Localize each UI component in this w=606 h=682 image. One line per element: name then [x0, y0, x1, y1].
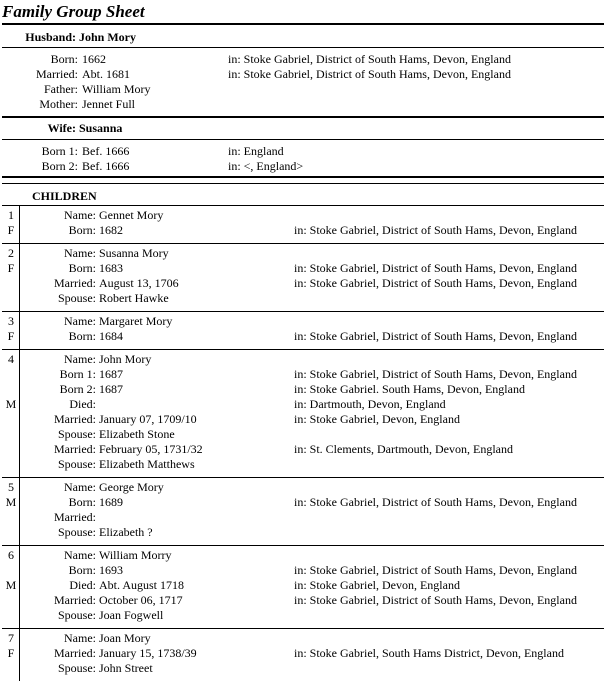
fact-row	[0, 97, 606, 112]
fact-value: Bef. 1666	[82, 159, 130, 173]
fact-label: Married:	[54, 412, 96, 426]
fact-row	[0, 276, 606, 291]
fact-place: in: Stoke Gabriel, District of South Hams, Devon, England	[228, 67, 511, 81]
fact-value: August 13, 1706	[99, 276, 179, 290]
fact-label: Born:	[68, 495, 96, 509]
child-sex: M	[5, 578, 17, 592]
children-rule-top-2	[2, 183, 604, 184]
fact-label: Married:	[54, 593, 96, 607]
child-number: 5	[8, 480, 14, 494]
fact-value: Margaret Mory	[99, 314, 173, 328]
fact-label: Born 2:	[59, 382, 96, 396]
fact-label: Father:	[44, 82, 78, 96]
fact-row	[0, 246, 606, 261]
fact-label: Born:	[68, 261, 96, 275]
fact-row	[0, 329, 606, 344]
fact-place: in: Stoke Gabriel, Devon, England	[294, 578, 460, 592]
fact-place: in: Stoke Gabriel, Devon, England	[294, 412, 460, 426]
fact-value: George Mory	[99, 480, 164, 494]
child-divider	[2, 477, 604, 478]
fact-row	[0, 593, 606, 608]
fact-value: Jennet Full	[82, 97, 135, 111]
fact-value: John Mory	[99, 352, 152, 366]
child-sex: M	[5, 397, 17, 411]
title-rule	[2, 23, 604, 25]
child-divider	[2, 243, 604, 244]
fact-value: 1693	[99, 563, 123, 577]
fact-label: Spouse:	[57, 608, 96, 622]
fact-label: Born:	[68, 223, 96, 237]
fact-row	[0, 631, 606, 646]
fact-value: Joan Fogwell	[99, 608, 164, 622]
fact-label: Born 2:	[41, 159, 78, 173]
fact-row	[0, 661, 606, 676]
fact-row	[0, 82, 606, 97]
fact-row	[0, 548, 606, 563]
child-divider	[2, 349, 604, 350]
page-title: Family Group Sheet	[2, 2, 145, 21]
fact-row	[0, 495, 606, 510]
fact-value: Susanna Mory	[99, 246, 169, 260]
husband-rule	[2, 47, 604, 48]
wife-header	[0, 121, 122, 136]
fact-label: Born:	[50, 52, 78, 66]
fact-value: 1683	[99, 261, 123, 275]
fact-row	[0, 510, 606, 525]
wife-rule-top	[2, 116, 604, 118]
fact-value: Elizabeth Stone	[99, 427, 175, 441]
fact-row	[0, 457, 606, 472]
child-sex: F	[7, 223, 15, 237]
fact-value: 1687	[99, 367, 123, 381]
fact-value: Robert Hawke	[99, 291, 169, 305]
husband-name: John Mory	[79, 30, 136, 44]
fact-row	[0, 52, 606, 67]
fact-row	[0, 159, 606, 174]
fact-row	[0, 67, 606, 82]
fact-label: Married:	[36, 67, 78, 81]
fact-label: Spouse:	[57, 525, 96, 539]
child-sex: F	[7, 329, 15, 343]
fact-value: 1687	[99, 382, 123, 396]
fact-place: in: Stoke Gabriel. South Hams, Devon, England	[294, 382, 525, 396]
children-number-column-rule	[19, 206, 20, 681]
fact-value: William Morry	[99, 548, 172, 562]
fact-row	[0, 291, 606, 306]
fact-place: in: St. Clements, Dartmouth, Devon, England	[294, 442, 513, 456]
fact-row	[0, 223, 606, 238]
child-sex: F	[7, 261, 15, 275]
fact-value: 1682	[99, 223, 123, 237]
fact-label: Died:	[69, 397, 96, 411]
fact-label: Name:	[64, 246, 96, 260]
husband-header	[0, 30, 136, 45]
fact-place: in: Stoke Gabriel, District of South Hams, Devon, England	[294, 223, 577, 237]
child-number: 3	[8, 314, 14, 328]
fact-place: in: Stoke Gabriel, District of South Hams, Devon, England	[294, 593, 577, 607]
fact-label: Name:	[64, 631, 96, 645]
fact-place: in: England	[228, 144, 284, 158]
fact-place: in: Stoke Gabriel, District of South Hams, Devon, England	[294, 261, 577, 275]
fact-value: Bef. 1666	[82, 144, 130, 158]
fact-row	[0, 367, 606, 382]
child-divider	[2, 311, 604, 312]
fact-label: Spouse:	[57, 427, 96, 441]
fact-row	[0, 427, 606, 442]
child-number: 2	[8, 246, 14, 260]
child-divider	[2, 628, 604, 629]
child-number: 4	[8, 352, 14, 366]
fact-value: October 06, 1717	[99, 593, 183, 607]
fact-value: Abt. August 1718	[99, 578, 185, 592]
fact-row	[0, 314, 606, 329]
husband-label: Husband:	[25, 30, 76, 44]
fact-label: Born:	[68, 329, 96, 343]
fact-label: Married:	[54, 442, 96, 456]
fact-row	[0, 382, 606, 397]
child-number: 1	[8, 208, 14, 222]
fact-label: Married:	[54, 646, 96, 660]
fact-row	[0, 352, 606, 367]
child-number: 7	[8, 631, 14, 645]
children-heading-rule	[2, 205, 604, 206]
fact-place: in: Stoke Gabriel, South Hams District, Devon, England	[294, 646, 564, 660]
fact-label: Married:	[54, 276, 96, 290]
fact-row	[0, 578, 606, 593]
fact-place: in: Stoke Gabriel, District of South Hams, Devon, England	[294, 329, 577, 343]
fact-value: 1689	[99, 495, 123, 509]
fact-value: Elizabeth ?	[99, 525, 153, 539]
fact-place: in: Stoke Gabriel, District of South Hams, Devon, England	[294, 276, 577, 290]
fact-row	[0, 646, 606, 661]
fact-value: 1684	[99, 329, 123, 343]
fact-value: John Street	[99, 661, 153, 675]
wife-label: Wife:	[47, 121, 76, 135]
fact-row	[0, 261, 606, 276]
fact-label: Name:	[64, 480, 96, 494]
fact-place: in: <, England>	[228, 159, 304, 173]
child-sex: M	[5, 495, 17, 509]
fact-label: Name:	[64, 208, 96, 222]
fact-value: Abt. 1681	[82, 67, 130, 81]
fact-value: Joan Mory	[99, 631, 151, 645]
fact-label: Born 1:	[41, 144, 78, 158]
wife-name: Susanna	[79, 121, 123, 135]
fact-place: in: Dartmouth, Devon, England	[294, 397, 446, 411]
children-heading: CHILDREN	[32, 189, 97, 203]
child-sex: F	[7, 646, 15, 660]
wife-rule	[2, 139, 604, 140]
fact-place: in: Stoke Gabriel, District of South Hams, Devon, England	[294, 495, 577, 509]
children-rule-top	[2, 176, 604, 178]
fact-label: Mother:	[39, 97, 78, 111]
fact-value: 1662	[82, 52, 106, 66]
child-number: 6	[8, 548, 14, 562]
fact-label: Name:	[64, 548, 96, 562]
fact-value: February 05, 1731/32	[99, 442, 203, 456]
fact-row	[0, 208, 606, 223]
fact-label: Name:	[64, 314, 96, 328]
fact-row	[0, 480, 606, 495]
fact-label: Spouse:	[57, 291, 96, 305]
fact-place: in: Stoke Gabriel, District of South Hams, Devon, England	[228, 52, 511, 66]
fact-label: Married:	[54, 510, 96, 524]
fact-row	[0, 397, 606, 412]
fact-label: Spouse:	[57, 661, 96, 675]
fact-row	[0, 442, 606, 457]
fact-label: Name:	[64, 352, 96, 366]
fact-value: Elizabeth Matthews	[99, 457, 195, 471]
fact-row	[0, 563, 606, 578]
fact-label: Born 1:	[59, 367, 96, 381]
fact-value: January 07, 1709/10	[99, 412, 197, 426]
fact-label: Died:	[69, 578, 96, 592]
fact-label: Born:	[68, 563, 96, 577]
fact-place: in: Stoke Gabriel, District of South Hams, Devon, England	[294, 367, 577, 381]
child-divider	[2, 545, 604, 546]
fact-value: William Mory	[82, 82, 151, 96]
fact-row	[0, 525, 606, 540]
fact-value: Gennet Mory	[99, 208, 164, 222]
fact-place: in: Stoke Gabriel, District of South Hams, Devon, England	[294, 563, 577, 577]
fact-row	[0, 144, 606, 159]
fact-row	[0, 412, 606, 427]
fact-value: January 15, 1738/39	[99, 646, 197, 660]
fact-row	[0, 608, 606, 623]
fact-label: Spouse:	[57, 457, 96, 471]
